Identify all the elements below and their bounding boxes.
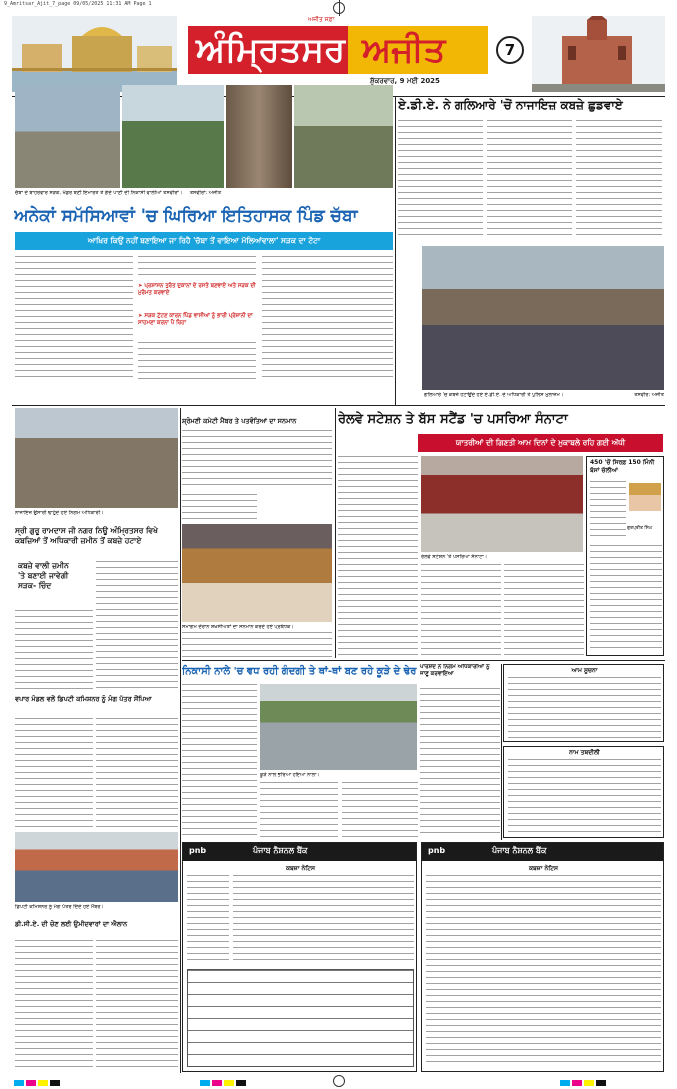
railway-station-photo [421, 456, 583, 552]
notice-2-lines [508, 759, 661, 835]
bullet-arrow-icon: ➤ [138, 283, 145, 289]
mess-col1 [182, 684, 257, 838]
bottom-left-footer-col2 [96, 940, 178, 1070]
bullet-arrow-icon: ➤ [138, 313, 145, 319]
magenta-swatch [26, 1080, 36, 1086]
encroachment-caption-credit: ਤਸਵੀਰ: ਅਜੀਤ [634, 392, 664, 398]
masthead-title-amritsar: ਅੰਮ੍ਰਿਤਸਰ [188, 26, 353, 74]
bottom-left-headline: ਵਪਾਰ ਮੰਡਲ ਵਲੋਂ ਡਿਪਟੀ ਕਮਿਸ਼ਨਰ ਨੂੰ ਮੰਗ ਪੱਤਰ ਸੌਂਪਿਆ [15, 695, 152, 703]
railway-sidebar-box [586, 456, 664, 656]
bullet-2 [138, 313, 256, 327]
railway-col3 [504, 564, 584, 656]
chabba-headline: ਅਨੇਕਾਂ ਸਮੱਸਿਆਵਾਂ 'ਚ ਘਿਰਿਆ ਇਤਿਹਾਸਕ ਪਿੰਡ ਚੱਬਾ [14, 206, 358, 226]
page-number [496, 36, 524, 64]
bank-name-right: ਪੰਜਾਬ ਨੈਸ਼ਨਲ ਬੈਂਕ [492, 846, 547, 855]
mess-col2 [260, 782, 338, 838]
yellow-swatch [38, 1080, 48, 1086]
cyan-swatch [14, 1080, 24, 1086]
delegation-caption: ਡਿਪਟੀ ਕਮਿਸ਼ਨਰ ਨੂੰ ਮੰਗ ਪੱਤਰ ਦਿੰਦੇ ਹੋਏ ਮੈਂਬਰ। [15, 904, 104, 910]
magenta-swatch [572, 1080, 582, 1086]
chabba-body-col2b [138, 342, 256, 380]
railway-box-lines-top [590, 481, 626, 541]
bank-ad-bottom-title: ਕਬਜ਼ਾ ਨੋਟਿਸ [285, 865, 316, 872]
column-rule [180, 408, 181, 1073]
masthead [12, 14, 665, 94]
pnb-logo-icon: pnb [428, 846, 446, 855]
bank-ad-right-title: ਕਬਜ਼ਾ ਨੋਟਿਸ [528, 865, 559, 872]
demolition-col2 [96, 561, 178, 690]
black-swatch [50, 1080, 60, 1086]
bank-name-bottom: ਪੰਜਾਬ ਨੈਸ਼ਨਲ ਬੈਂਕ [253, 846, 308, 855]
railway-box-title: 450 'ਚੋਂ ਸਿਰਫ਼ 150 ਮਿੰਨੀ ਬੱਸਾਂ ਚੱਲੀਆਂ [590, 459, 655, 474]
mid-headline: ਸ਼੍ਰੋਮਣੀ ਕਮੇਟੀ ਮੈਂਬਰ ਤੇ ਪਤਵੰਤਿਆਂ ਦਾ ਸਨਮਾਨ [182, 417, 297, 425]
bottom-left-footer-col1 [15, 940, 93, 1070]
notice-subtitle: ਨਾਮ ਤਬਦੀਲੀ [569, 749, 600, 756]
chabba-road-photo [15, 85, 120, 188]
chabba-drain-photo [294, 85, 393, 188]
section-divider-2 [182, 660, 665, 661]
cyan-swatch [200, 1080, 210, 1086]
chabba-bullet-box [138, 283, 256, 339]
chabba-field-photo [122, 85, 224, 188]
bank-ad-bottom-header [183, 843, 417, 861]
encroachment-col3 [576, 120, 662, 240]
bank-ad-right-lines [426, 875, 661, 1065]
mess-col4 [420, 688, 500, 838]
bullet-2-text: ਸੜਕ ਟੁੱਟਣ ਕਾਰਨ ਪਿੰਡ ਵਾਸੀਆਂ ਨੂੰ ਭਾਰੀ ਪ੍ਰੇਸ਼ਾਨੀ ਦਾ ਸਾਹਮਣਾ ਕਰਨਾ ਪੈ ਰਿਹਾ [138, 313, 253, 326]
chabba-caption-credit: ਤਸਵੀਰਾਂ: ਅਜੀਤ [189, 190, 222, 196]
mess-col3 [342, 782, 418, 838]
magenta-swatch [212, 1080, 222, 1086]
railway-caption: ਰੇਲਵੇ ਸਟੇਸ਼ਨ 'ਤੇ ਪਸਰਿਆ ਸੰਨਾਟਾ। [421, 554, 488, 560]
mid-body-left [182, 494, 257, 522]
masthead-title-ajit: ਅਜੀਤ [348, 26, 488, 74]
railway-person-caption: ਗੁਰਪ੍ਰੀਤ ਸਿੰਘ [627, 526, 653, 531]
demolition-headline: ਸ੍ਰੀ ਗੁਰੂ ਰਾਮਦਾਸ ਜੀ ਨਗਰ ਨਿਊ ਅੰਮ੍ਰਿਤਸਰ ਵਿਖੇ ਕਬਜ਼ਿਆਂ ਤੋਂ ਅਧਿਕਾਰੀ ਜ਼ਮੀਨ ਤੋਂ ਕਬਜ਼ੇ ਹਟਾਏ [15, 526, 158, 545]
encroachment-caption-text: ਗਲਿਆਰੇ 'ਚ ਕਬਜ਼ੇ ਹਟਾਉਂਦੇ ਹੋਏ ਏ.ਡੀ.ਏ. ਦੇ ਅਧਿਕਾਰੀ ਤੇ ਪੁਲਿਸ ਮੁਲਾਜ਼ਮ। [424, 392, 564, 398]
registration-mark-icon [333, 1075, 345, 1087]
notice-title: ਆਮ ਸੂਚਨਾ [571, 667, 598, 674]
demolition-caption: ਨਾਜਾਇਜ਼ ਉਸਾਰੀ ਢਾਹੁੰਦੇ ਹੋਏ ਨਿਗਮ ਅਧਿਕਾਰੀ। [15, 510, 104, 516]
bank-ad-bottom-lines-right [233, 875, 414, 965]
railway-col1 [338, 456, 418, 656]
bank-ad-right-header [422, 843, 664, 861]
ceremony-photo [182, 524, 332, 622]
notice-box [503, 664, 664, 742]
column-rule [335, 408, 336, 658]
mess-headline: ਨਿਕਾਸੀ ਨਾਲੇ 'ਚ ਵਧ ਰਹੀ ਗੰਦਗੀ ਤੇ ਥਾਂ-ਥਾਂ ਬਣ ਰਹੇ ਕੂੜੇ ਦੇ ਢੇਰ [182, 666, 417, 677]
clock-tower-illustration [532, 16, 665, 92]
notice-box-2 [503, 746, 664, 838]
chabba-body-col3 [262, 256, 393, 380]
delegation-photo [15, 832, 178, 902]
yellow-swatch [224, 1080, 234, 1086]
encroachment-col2 [487, 120, 572, 240]
bank-ad-bottom-lines-left [187, 875, 229, 965]
railway-headline: ਰੇਲਵੇ ਸਟੇਸ਼ਨ ਤੇ ਬੱਸ ਸਟੈਂਡ 'ਚ ਪਸਰਿਆ ਸੰਨਾਟਾ [338, 412, 568, 427]
chabba-body-col2 [138, 256, 256, 280]
chabba-subhead: ਆਖ਼ਿਰ ਕਿਉਂ ਨਹੀਂ ਬਣਾਇਆ ਜਾ ਰਿਹੈ 'ਚੱਬਾ ਤੋਂ ਵਾਇਆ ਮੱਲਿਆਂਵਾਲਾ' ਸੜਕ ਦਾ ਟੋਟਾ [15, 232, 393, 250]
mid-body-top [182, 430, 332, 490]
chabba-body-col1 [15, 256, 133, 380]
bullet-1-text: ਪ੍ਰਸ਼ਾਸਨ ਤੁਰੰਤ ਦੁਕਾਨਾਂ ਦੇ ਰਸਤੇ ਬਣਵਾਏ ਅਤੇ ਸੜਕ ਦੀ ਮੁਰੰਮਤ ਕਰਵਾਏ [138, 283, 256, 296]
demolition-photo [15, 408, 178, 508]
notice-lines [508, 677, 661, 739]
pnb-logo-icon: pnb [189, 846, 207, 855]
railway-box-lines-bottom [590, 545, 662, 653]
masthead-small-label: ਅਜੀਤ ਸਫ਼ਾ [308, 16, 335, 23]
black-swatch [236, 1080, 246, 1086]
bullet-1 [138, 283, 256, 297]
chabba-caption-text: ਚੱਬਾ ਦੇ ਬਾਹਰਵਾਰ ਸੜਕ, ਖੰਡਰ ਬਣੀ ਇਮਾਰਤ ਤੇ ਗੰਦੇ ਪਾਣੀ ਦੀ ਨਿਕਾਸੀ ਵਾਲੀਆਂ ਤਸਵੀਰਾਂ। [15, 190, 183, 196]
railway-col2 [421, 564, 501, 656]
demolition-col1 [15, 610, 93, 690]
masthead-date: ਸ਼ੁੱਕਰਵਾਰ, 9 ਮਈ 2025 [370, 77, 440, 85]
bottom-left-col1 [15, 718, 93, 828]
mess-caption: ਕੂੜੇ ਨਾਲ ਭਰਿਆ ਹੋਇਆ ਨਾਲਾ। [260, 772, 320, 778]
bank-ad-bottom [182, 842, 417, 1072]
bottom-left-col2 [96, 718, 178, 828]
bank-ad-table [187, 969, 414, 1067]
encroachment-caption [424, 392, 664, 400]
golden-temple-illustration [12, 16, 177, 92]
encroachment-col1 [398, 120, 483, 240]
cyan-swatch [560, 1080, 570, 1086]
black-swatch [596, 1080, 606, 1086]
railway-person-photo [629, 483, 661, 523]
print-slug: 9_Amritsar_Ajit_7_page 09/05/2025 11:31 AM Page 1 [4, 1, 152, 7]
ceremony-caption: ਸਮਾਗਮ ਦੌਰਾਨ ਸ਼ਖ਼ਸੀਅਤਾਂ ਦਾ ਸਨਮਾਨ ਕਰਦੇ ਹੋਏ ਪ੍ਰਬੰਧਕ। [182, 624, 294, 630]
column-rule [395, 96, 396, 405]
railway-subhead: ਯਾਤਰੀਆਂ ਦੀ ਗਿਣਤੀ ਆਮ ਦਿਨਾਂ ਦੇ ਮੁਕਾਬਲੇ ਰਹਿ ਗਈ ਅੱਧੀ [418, 434, 663, 452]
chabba-photo-caption [15, 190, 393, 204]
mid-body-bottom [182, 632, 332, 658]
chabba-ruin-photo [226, 85, 292, 188]
mess-photo [260, 684, 417, 770]
mess-bold-intro: ਪਾਰਸ਼ਦ ਨੇ ਨਿਗਮ ਅਧਿਕਾਰੀਆਂ ਨੂੰ ਜਾਣੂ ਕਰਵਾਇਆ [420, 664, 490, 677]
section-divider-1 [12, 405, 665, 406]
demolition-sidebar: ਕਬਜ਼ੇ ਵਾਲੀ ਜ਼ਮੀਨ 'ਤੇ ਬਣਾਈ ਜਾਵੇਗੀ ਸੜਕ- ਚਿੰਦ [18, 561, 69, 590]
encroachment-photo [422, 246, 664, 390]
encroachment-headline: ਏ.ਡੀ.ਏ. ਨੇ ਗਲਿਆਰੇ 'ਚੋਂ ਨਾਜਾਇਜ਼ ਕਬਜ਼ੇ ਛੁਡਵਾਏ [398, 98, 623, 112]
bottom-left-footer-headline: ਡੀ.ਸੀ.ਏ. ਦੀ ਚੋਣ ਲਈ ਉਮੀਦਵਾਰਾਂ ਦਾ ਐਲਾਨ [15, 920, 128, 928]
page-number-value: 7 [504, 41, 516, 59]
yellow-swatch [584, 1080, 594, 1086]
bank-ad-right [421, 842, 664, 1072]
column-rule [501, 664, 502, 840]
